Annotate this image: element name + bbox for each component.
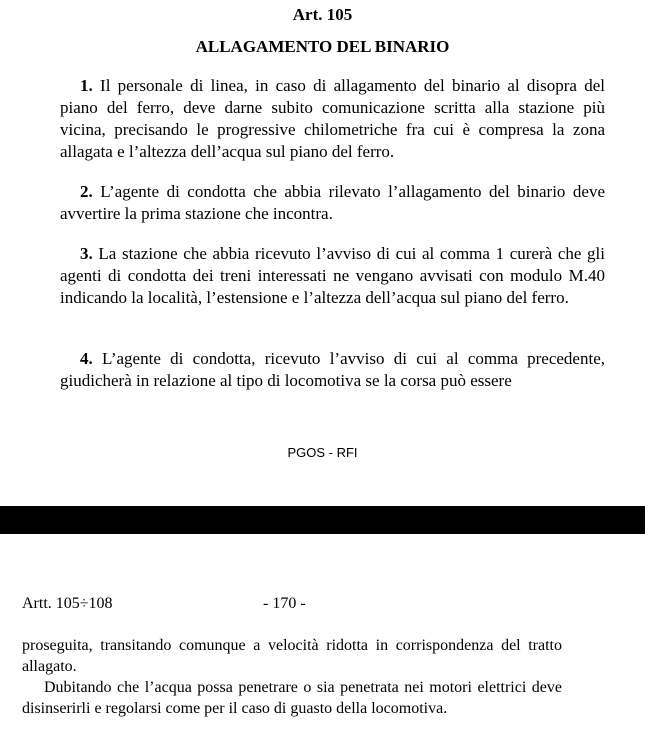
paragraph-3 [60,243,605,309]
paragraph-text: L’agente di condotta che abbia rilevato l’allagamento del binario deve avvertire la prima stazione che incontra. [60,182,605,223]
page-bottom [0,534,645,741]
paragraph-number: 2. [80,182,93,201]
paragraph-4 [60,348,605,392]
article-title: ALLAGAMENTO DEL BINARIO [195,37,450,56]
continuation-paragraph: proseguita, transitando comunque a velocità ridotta in corrispondenza del tratto allagato. [22,637,562,675]
paragraph-number: 1. [80,76,93,95]
running-head: Artt. 105÷108 [22,595,113,612]
paragraph-text: L’agente di condotta, ricevuto l’avviso di cui al comma precedente, giudicherà in relazione al tipo di locomotiva se la corsa può essere [60,349,606,390]
paragraph-number: 4. [80,349,93,368]
paragraph-text: La stazione che abbia ricevuto l’avviso di cui al comma 1 curerà che gli agenti di condotta dei treni interessati ne vengano avvisati con modulo M.40 indicando la località, l’estensione e l’altezza dell’acqua sul piano del ferro. [60,244,605,307]
page-footer-label: PGOS - RFI [287,445,358,460]
article-number: Art. 105 [292,5,353,24]
page-separator-band [0,506,645,534]
paragraph-1 [60,75,605,163]
paragraph-text: Il personale di linea, in caso di allagamento del binario al disopra del piano del ferro, deve darne subito comunicazione scritta alla stazione più vicina, precisando le progressive chilometriche fra cui è compresa la zona allagata e l’altezza dell’acqua sul piano del ferro. [60,76,606,161]
bottom-body-text [22,635,562,719]
paragraph-2 [60,181,605,225]
second-paragraph: Dubitando che l’acqua possa penetrare o sia penetrata nei motori elettrici deve disinserirli e regolarsi come per il caso di guasto della locomotiva. [22,679,562,717]
paragraph-number: 3. [80,244,93,263]
page-number: - 170 - [263,595,306,612]
